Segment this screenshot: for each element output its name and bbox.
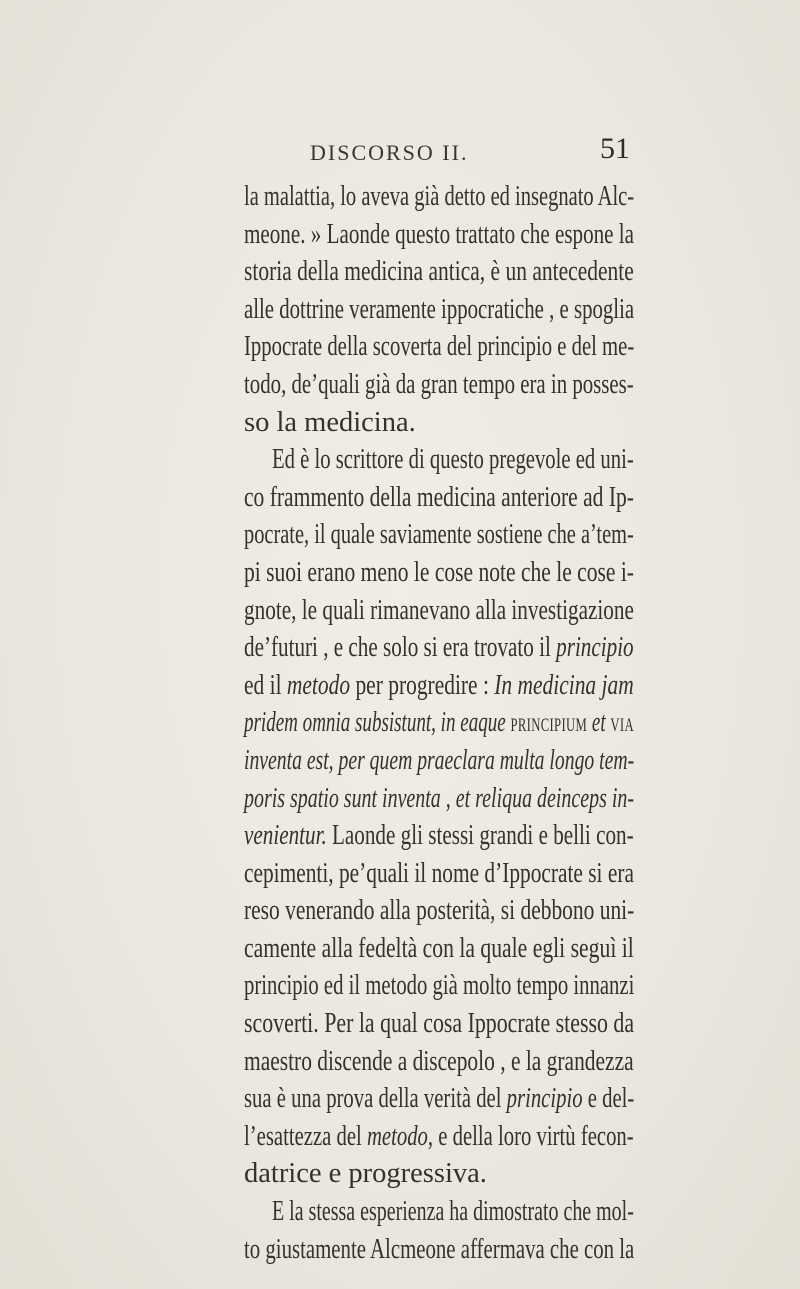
text-line: gnote, le quali rimanevano alla investigazione [244, 594, 634, 626]
text-line: sua è una prova della verità del principio e del- [244, 1083, 635, 1115]
text-line: camente alla fedeltà con la quale egli seguì il [244, 932, 634, 964]
text-line: la malattia, lo aveva già detto ed insegnato Alc- [244, 181, 635, 212]
page-number: 51 [600, 132, 630, 165]
text-line: maestro discende a discepolo , e la grandezza [244, 1045, 634, 1077]
text-line: de’futuri , e che solo si era trovato il principio [244, 632, 634, 664]
body-text [244, 178, 634, 1268]
text-line: venientur. Laonde gli stessi grandi e belli con- [244, 820, 634, 852]
text-line: so la medicina. [244, 406, 416, 438]
text-line: todo, de’quali già da gran tempo era in posses- [244, 368, 634, 400]
text-line: pridem omnia subsistunt, in eaque PRINCIPIUM et VIA [244, 707, 634, 739]
text-line: Ippocrate della scoverta del principio e del me- [244, 331, 635, 363]
text-line: co frammento della medicina anteriore ad Ip- [244, 481, 634, 513]
text-line: to giustamente Alcmeone affermava che con la [244, 1233, 635, 1265]
running-title: DISCORSO II. [310, 140, 469, 165]
text-line: E la stessa esperienza ha dimostrato che mol- [272, 1196, 634, 1228]
text-line: datrice e progressiva. [244, 1158, 487, 1190]
text-line: l’esattezza del metodo, e della loro virtù fecon- [244, 1120, 634, 1152]
page-header [310, 132, 630, 172]
text-line: meone. » Laonde questo trattato che espone la [244, 218, 635, 250]
text-line: pocrate, il quale saviamente sostiene che a’tem- [244, 519, 634, 551]
text-line: reso venerando alla posterità, si debbono uni- [244, 895, 635, 927]
text-line: poris spatio sunt inventa , et reliqua deinceps in- [244, 782, 635, 814]
text-line: cepimenti, pe’quali il nome d’Ippocrate si era [244, 857, 634, 889]
text-line: alle dottrine veramente ippocratiche , e spoglia [244, 293, 635, 325]
text-line: ed il metodo per progredire : In medicina jam [244, 669, 634, 701]
text-line: pi suoi erano meno le cose note che le cose i- [244, 556, 634, 588]
text-line: storia della medicina antica, è un antecedente [244, 256, 634, 288]
text-line: inventa est, per quem praeclara multa longo tem- [244, 744, 635, 776]
text-line: scoverti. Per la qual cosa Ippocrate stesso da [244, 1008, 635, 1040]
text-line: Ed è lo scrittore di questo pregevole ed uni- [272, 444, 634, 476]
text-line: principio ed il metodo già molto tempo innanzi [244, 970, 635, 1002]
